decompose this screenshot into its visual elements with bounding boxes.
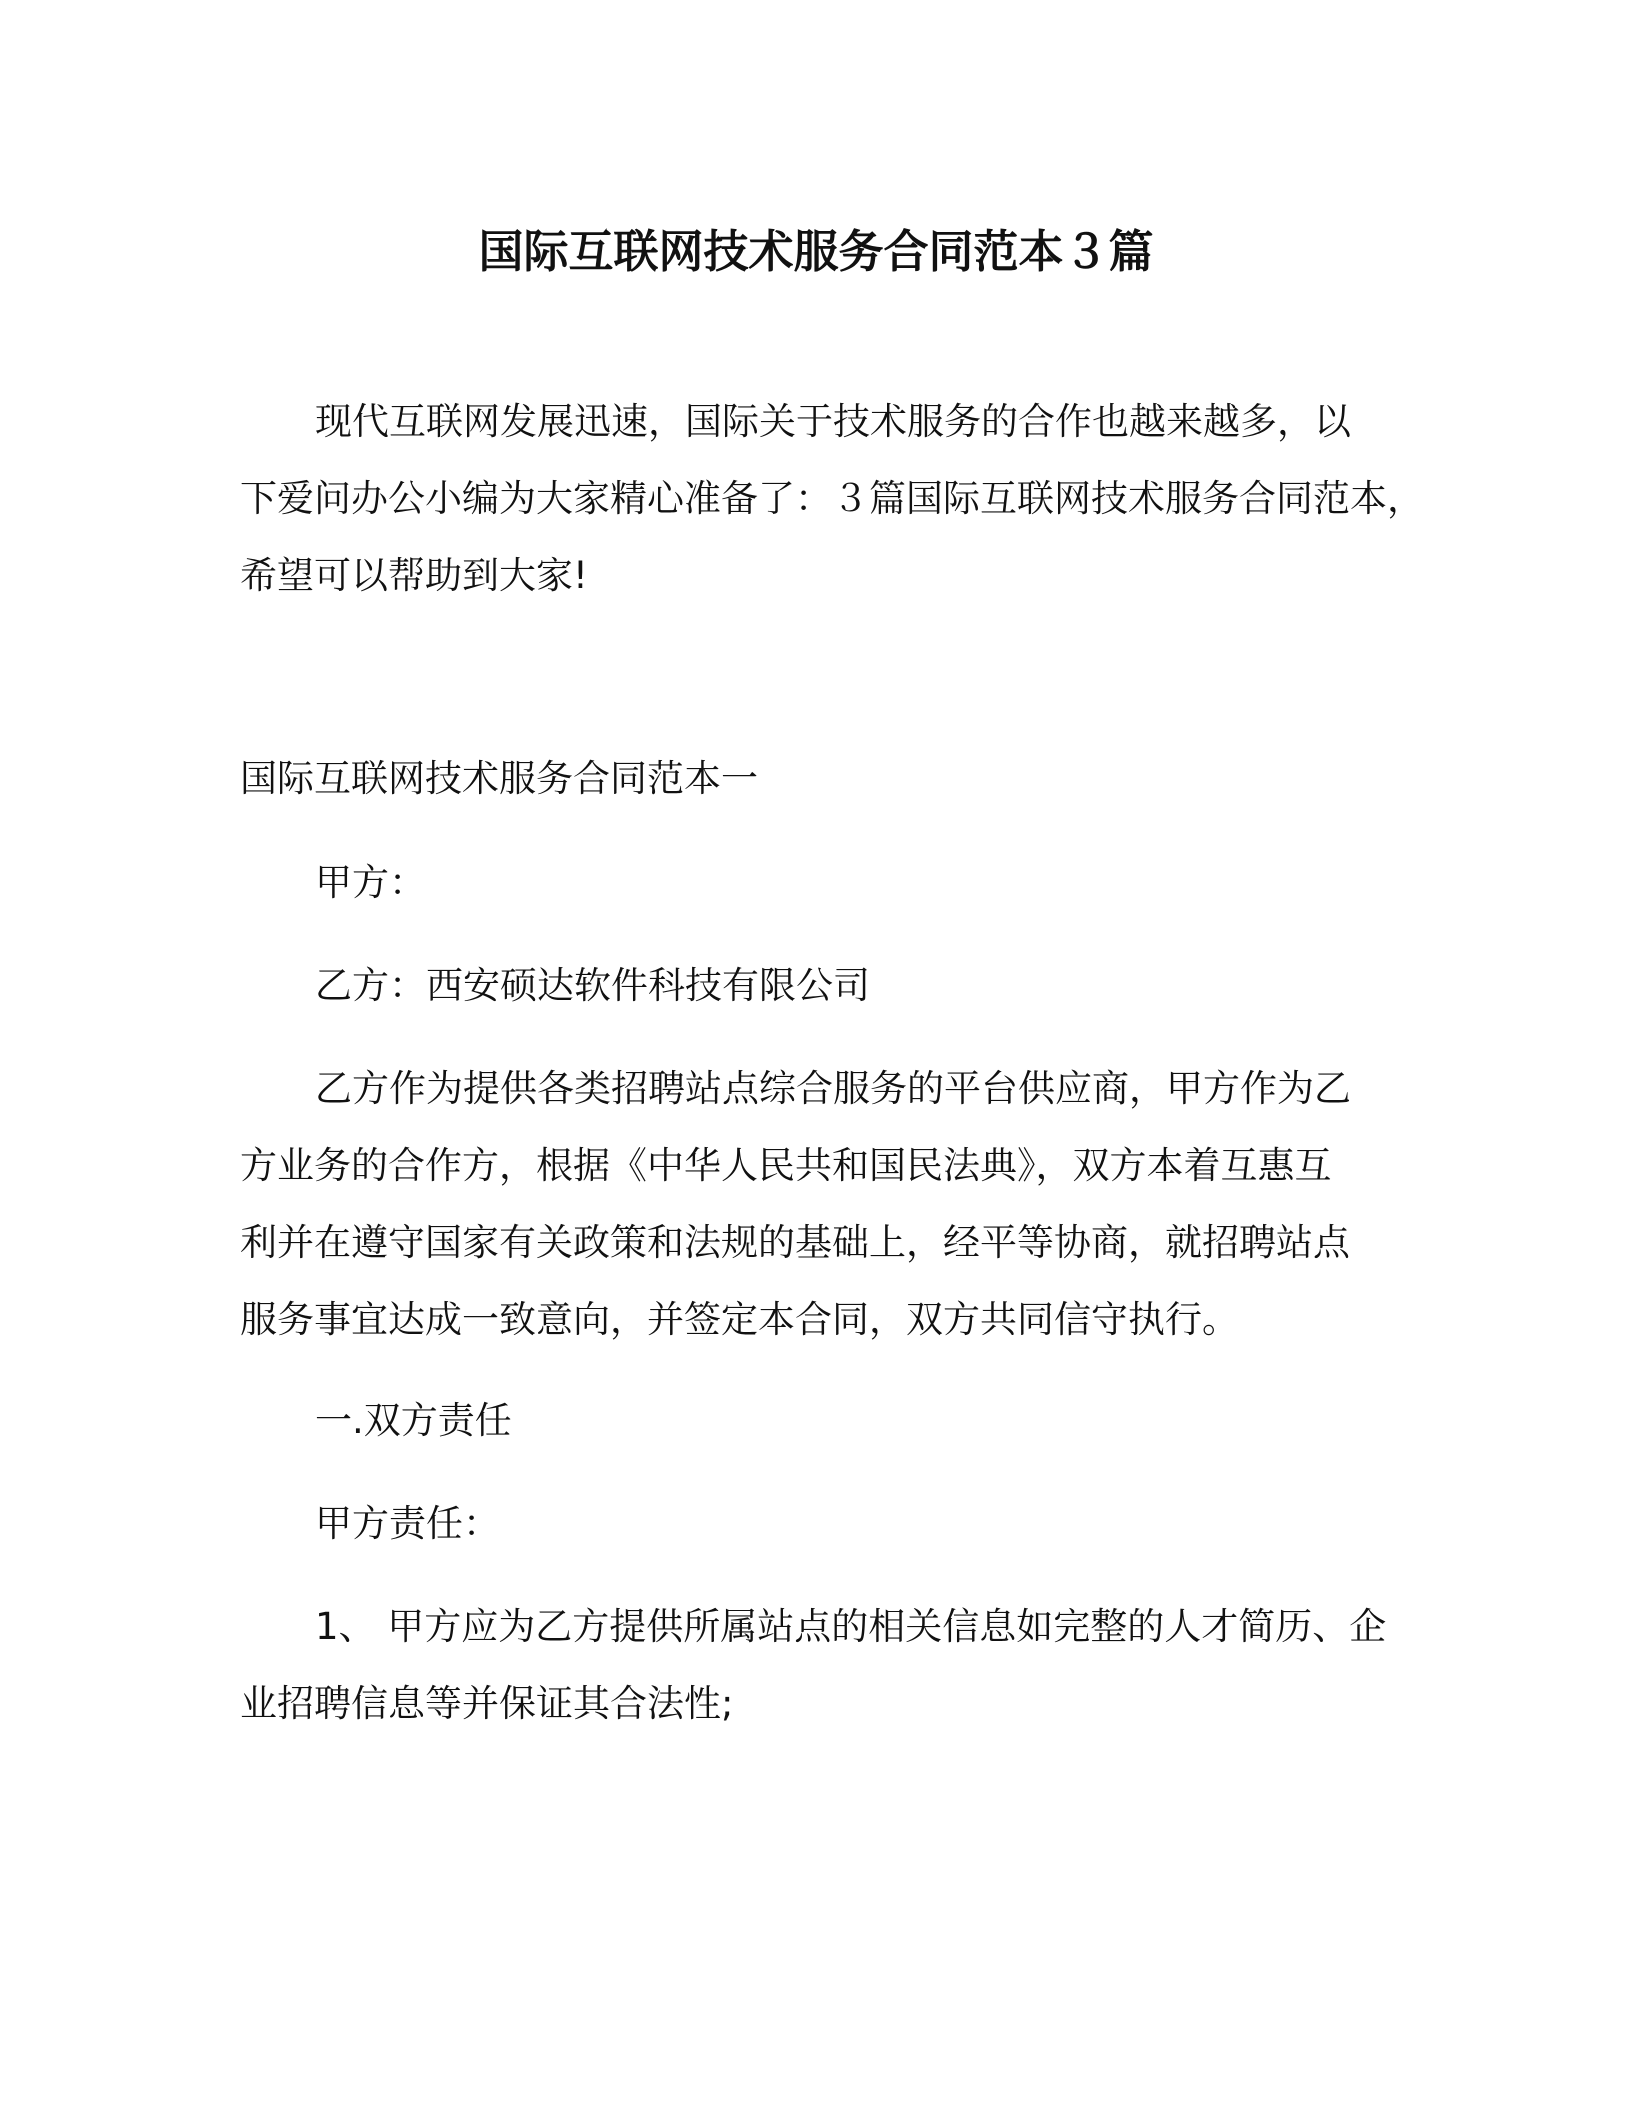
party-a-duty-heading: 甲方责任：	[315, 1502, 500, 1545]
duty-1-paragraph	[240, 1588, 1410, 1742]
intro-paragraph	[240, 383, 1424, 614]
party-b-line: 乙方：西安硕达软件科技有限公司	[315, 964, 870, 1007]
intro-line-2: 下爱问办公小编为大家精心准备了：３篇国际互联网技术服务合同范本，	[240, 477, 1424, 520]
clause-heading: 一.双方责任	[315, 1399, 512, 1442]
intro-line-3: 希望可以帮助到大家!	[240, 554, 588, 597]
preamble-line-4: 服务事宜达成一致意向，并签定本合同，双方共同信守执行。	[240, 1298, 1239, 1341]
preamble-line-2: 方业务的合作方，根据《中华人民共和国民法典》，双方本着互惠互	[240, 1144, 1332, 1187]
intro-line-1: 现代互联网发展迅速，国际关于技术服务的合作也越来越多，以	[315, 400, 1351, 443]
duty-1-line-1: 1、 甲方应为乙方提供所属站点的相关信息如完整的人才简历、企	[315, 1605, 1387, 1648]
preamble-paragraph	[240, 1050, 1410, 1358]
document-title: 国际互联网技术服务合同范本３篇	[478, 225, 1154, 278]
party-a-line: 甲方：	[315, 861, 426, 904]
duty-1-line-2: 业招聘信息等并保证其合法性;	[240, 1682, 734, 1725]
section-heading: 国际互联网技术服务合同范本一	[240, 757, 758, 800]
preamble-line-3: 利并在遵守国家有关政策和法规的基础上，经平等协商，就招聘站点	[240, 1221, 1350, 1264]
preamble-line-1: 乙方作为提供各类招聘站点综合服务的平台供应商，甲方作为乙	[315, 1067, 1351, 1110]
